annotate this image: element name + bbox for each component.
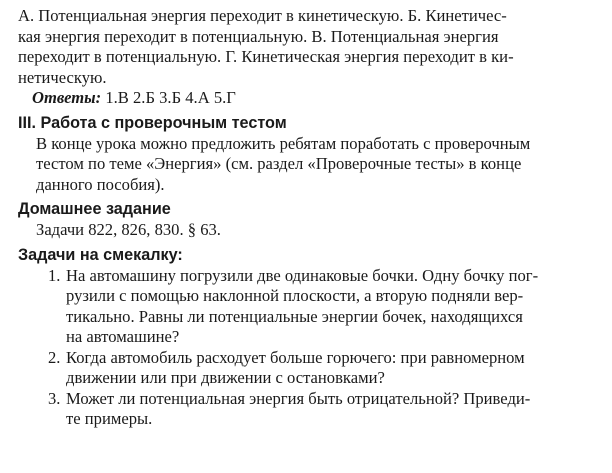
puzzle-list <box>18 266 598 430</box>
task-line: движении или при движении с остановками? <box>66 368 385 387</box>
task-number: 1. <box>48 265 61 285</box>
intro-line: нетическую. <box>18 67 107 87</box>
task-line: На автомашину погрузили две одинаковые бочки. Одну бочку пог- <box>66 265 539 285</box>
answers-line <box>18 88 598 109</box>
homework-text: Задачи 822, 826, 830. § 63. <box>36 220 221 239</box>
task-line: на автомашине? <box>66 327 180 346</box>
section3-heading: III. Работа с проверочным тестом <box>18 113 287 132</box>
answers-label: Ответы: <box>32 88 102 107</box>
task-line: те примеры. <box>66 409 153 428</box>
intro-line: кая энергия переходит в потенциальную. В. Потенциальная энергия <box>18 26 499 46</box>
section3-paragraph <box>18 134 598 196</box>
task-number: 3. <box>48 388 61 408</box>
list-item <box>18 389 598 430</box>
section3-line: В конце урока можно предложить ребятам поработать с проверочным <box>36 133 531 153</box>
homework-heading: Домашнее задание <box>18 200 171 218</box>
answers-text: 1.В 2.Б 3.Б 4.А 5.Г <box>101 88 236 107</box>
section3-line: тестом по теме «Энергия» (см. раздел «Проверочные тесты» в конце <box>36 154 522 173</box>
list-item <box>18 348 598 389</box>
task-line: рузили с помощью наклонной плоскости, а вторую подняли вер- <box>66 286 524 305</box>
intro-line: А. Потенциальная энергия переходит в кинетическую. Б. Кинетичес- <box>18 6 507 25</box>
section3-line: данного пособия). <box>36 174 165 194</box>
task-line: Когда автомобиль расходует больше горючего: при равномерном <box>66 347 525 367</box>
intro-line: переходит в потенциальную. Г. Кинетическая энергия переходит в ки- <box>18 47 514 66</box>
task-number: 2. <box>48 347 61 367</box>
intro-paragraph <box>18 6 598 88</box>
puzzles-heading: Задачи на смекалку: <box>18 245 183 264</box>
task-line: тикально. Равны ли потенциальные энергии бочек, находящихся <box>66 306 523 326</box>
task-line: Может ли потенциальная энергия быть отрицательной? Приведи- <box>66 388 531 408</box>
list-item <box>18 266 598 348</box>
